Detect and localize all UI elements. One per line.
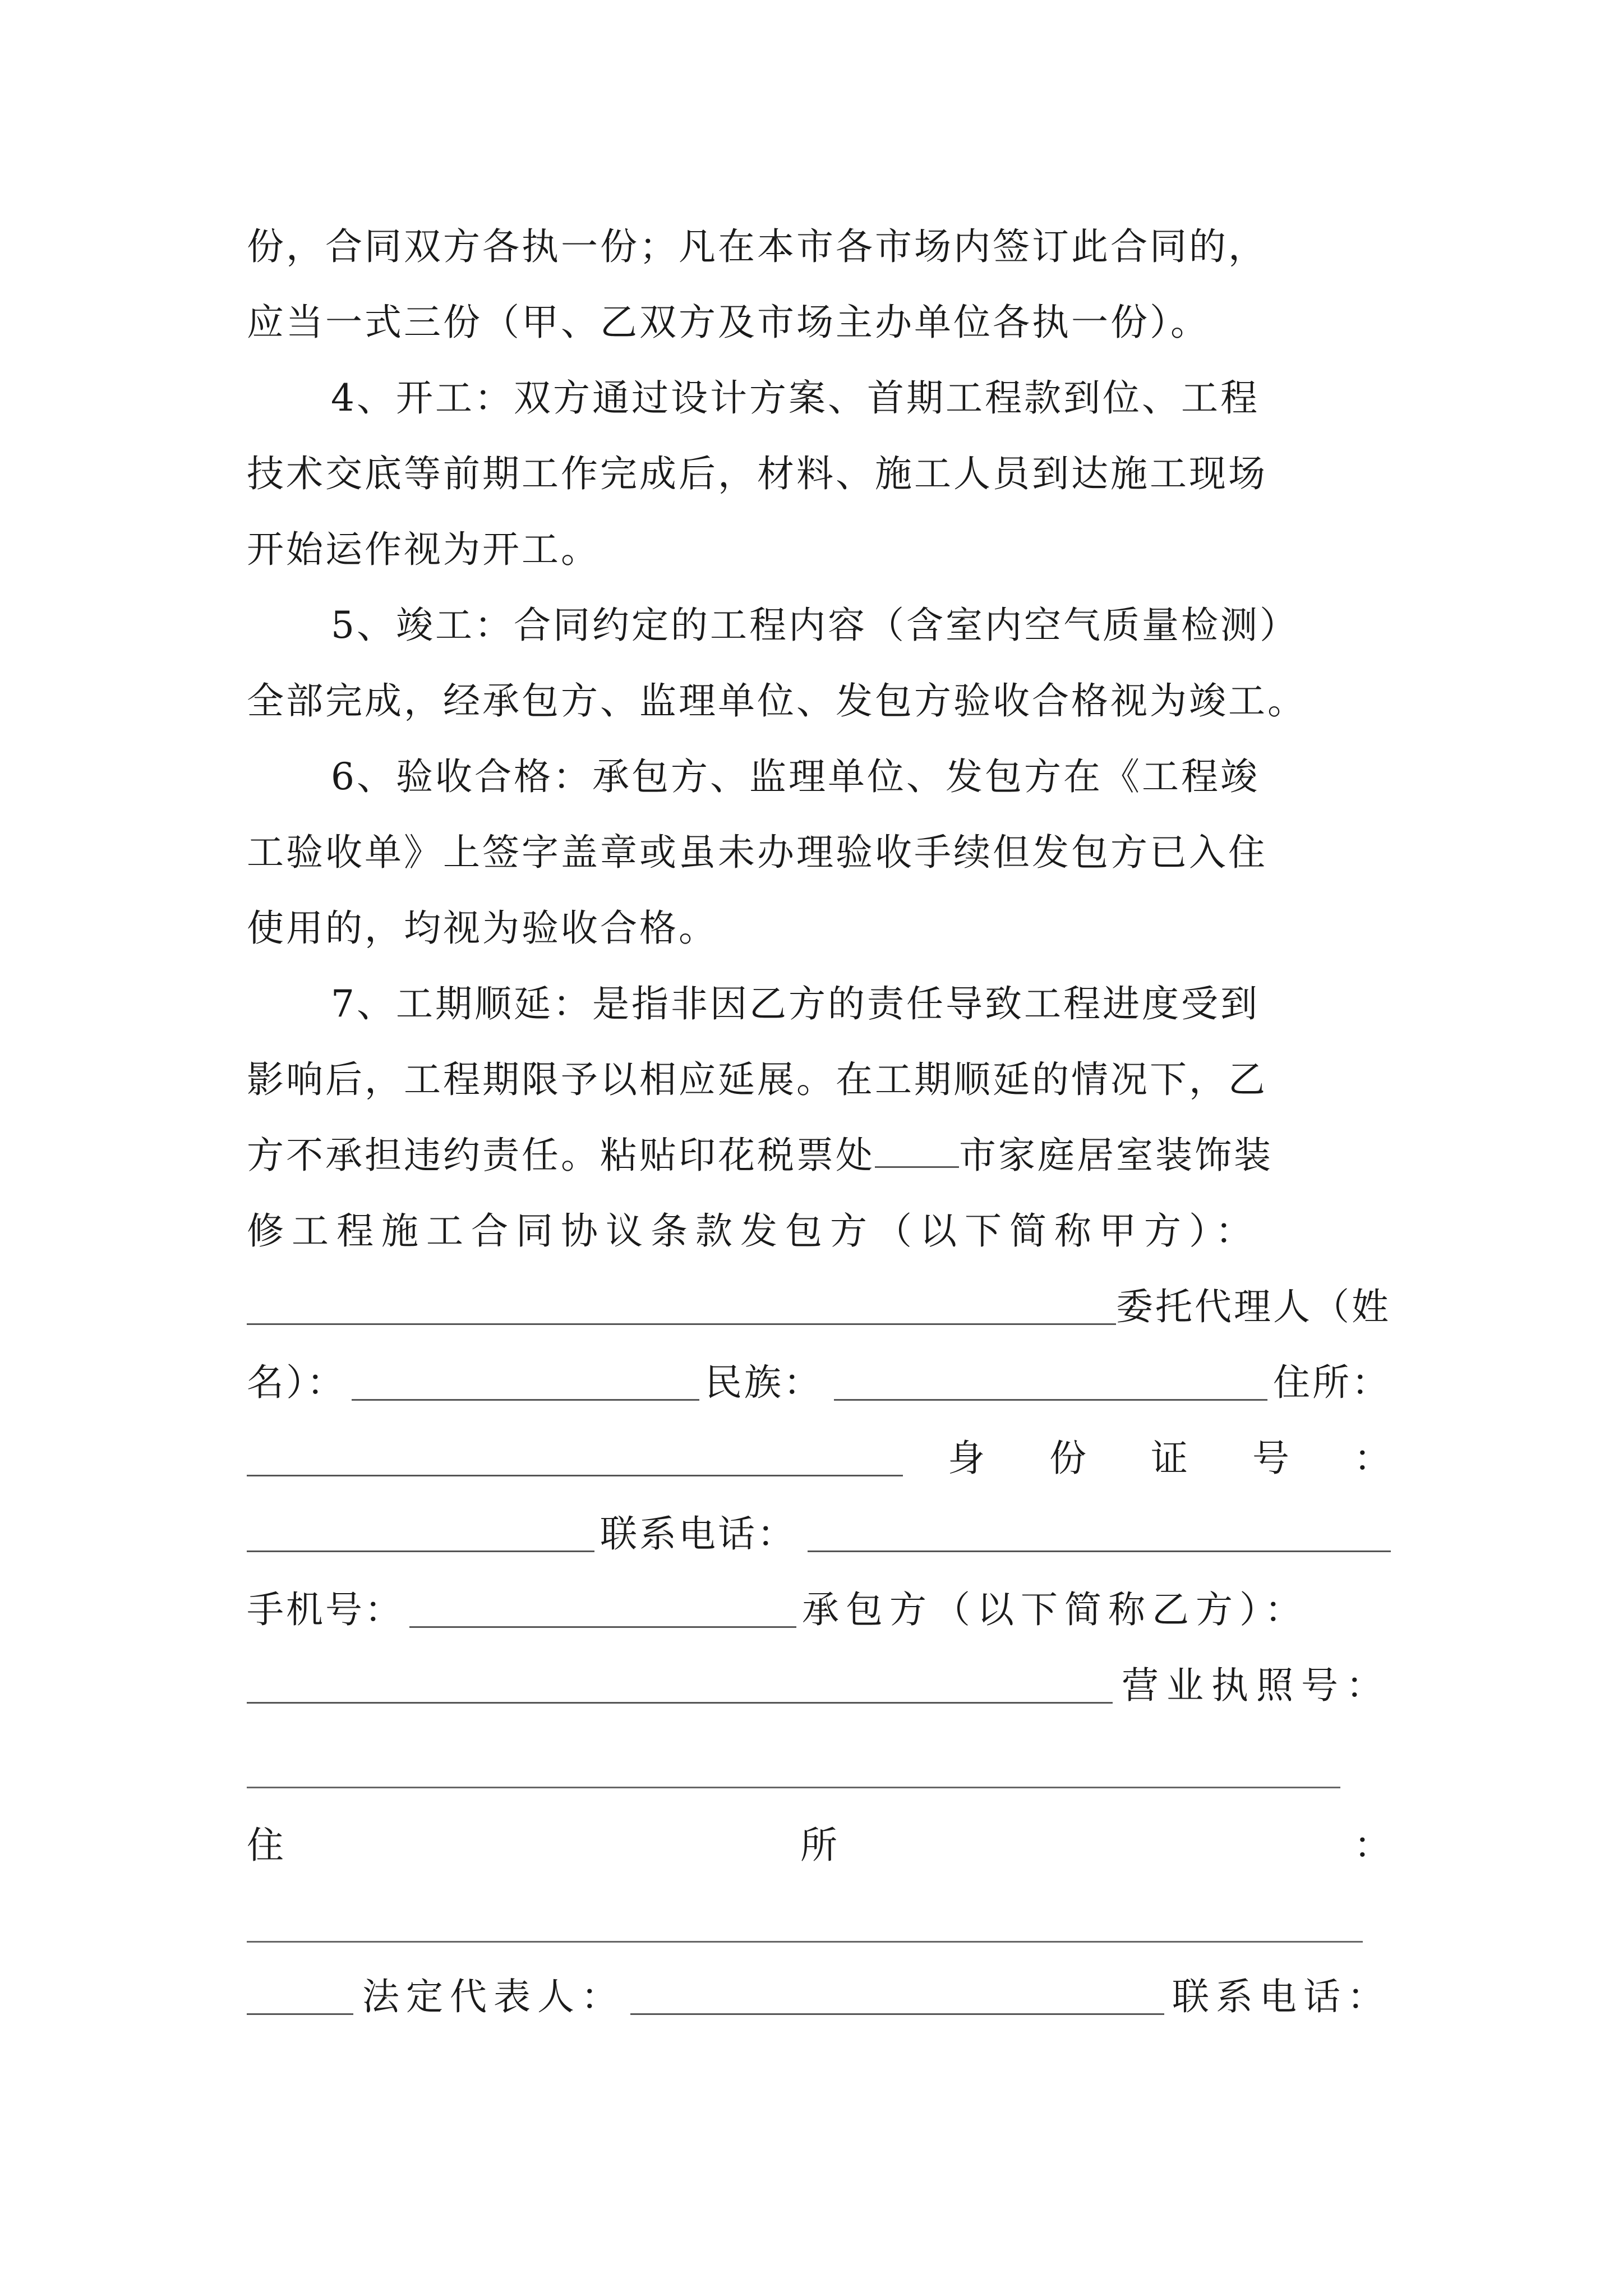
address-label-char: 住	[247, 1824, 284, 1867]
name-blank[interactable]	[352, 1361, 699, 1401]
name-label: 名）：	[247, 1361, 346, 1404]
legal-rep-row	[247, 1969, 1391, 2025]
address-label-char: ：	[1354, 1824, 1391, 1867]
ethnic-label: 民族：	[705, 1361, 823, 1404]
agent-label: 委托代理人（姓	[1116, 1285, 1391, 1328]
text-line: 应当一式三份（甲、乙双方及市场主办单位各执一份）。	[247, 301, 1210, 344]
mobile-blank[interactable]	[409, 1588, 796, 1628]
phone2-label: 联系电话：	[1172, 1975, 1391, 2018]
text-line: 开始运作视为开工。	[247, 528, 600, 571]
text-line: 技术交底等前期工作完成后，材料、施工人员到达施工现场	[247, 452, 1267, 495]
contractor-label: 承包方（以下简称乙方）：	[802, 1588, 1308, 1631]
id-label-char: 身	[948, 1437, 985, 1480]
phone-blank[interactable]	[808, 1512, 1391, 1552]
id-label	[948, 1430, 1391, 1487]
address-label-char: 所	[800, 1824, 837, 1867]
mobile-label: 手机号：	[247, 1588, 404, 1631]
phone-row	[247, 1506, 1391, 1562]
license-label: 营业执照号：	[1122, 1664, 1391, 1707]
phone-label: 联系电话：	[600, 1512, 796, 1556]
clause-6-start: 6、验收合格：承包方、监理单位、发包方在《工程竣	[331, 755, 1260, 798]
id-label-char: 号	[1252, 1437, 1289, 1480]
address-tail-blank[interactable]	[247, 1975, 353, 2015]
text-line: 影响后，工程期限予以相应延展。在工期顺延的情况下，乙	[247, 1058, 1267, 1101]
blank-field[interactable]	[875, 1130, 959, 1168]
party-b-address-label	[247, 1818, 1391, 1874]
party-b-name-blank[interactable]	[247, 1664, 1113, 1704]
license-blank[interactable]	[247, 1787, 1340, 1788]
id-row	[247, 1430, 1391, 1487]
ethnic-blank[interactable]	[834, 1361, 1267, 1401]
text-line: 工验收单》上签字盖章或虽未办理验收手续但发包方已入住	[247, 831, 1267, 874]
text-line: 全部完成，经承包方、监理单位、发包方验收合格视为竣工。	[247, 679, 1307, 723]
agent-row	[247, 1279, 1391, 1335]
clause-5-start: 5、竣工：合同约定的工程内容（含室内空气质量检测）	[331, 604, 1299, 647]
id-label-char: ：	[1354, 1437, 1391, 1480]
text-line: 份，合同双方各执一份；凡在本市各市场内签订此合同的，	[247, 225, 1267, 268]
address-blank[interactable]	[247, 1437, 903, 1476]
party-a-name-blank[interactable]	[247, 1285, 1116, 1325]
mobile-row	[247, 1582, 1391, 1638]
text-segment: 方不承担违约责任。粘贴印花税票处	[247, 1134, 875, 1177]
text-line: 修工程施工合同协议条款发包方（以下简称甲方）：	[247, 1209, 1260, 1253]
id-label-char: 证	[1151, 1437, 1188, 1480]
clause-4-start: 4、开工：双方通过设计方案、首期工程款到位、工程	[331, 376, 1260, 420]
text-segment: 市家庭居室装饰装	[959, 1134, 1273, 1177]
legal-rep-label: 法定代表人：	[362, 1975, 625, 2018]
license-row	[247, 1658, 1391, 1714]
address-label: 住所：	[1273, 1361, 1391, 1404]
party-b-address-blank[interactable]	[247, 1941, 1363, 1943]
id-label-char: 份	[1049, 1437, 1086, 1480]
id-blank[interactable]	[247, 1512, 594, 1552]
text-line	[247, 1128, 1391, 1184]
legal-rep-blank[interactable]	[630, 1975, 1164, 2015]
clause-7-start: 7、工期顺延：是指非因乙方的责任导致工程进度受到	[331, 982, 1260, 1025]
agent-details-row	[247, 1355, 1391, 1411]
text-line: 使用的，均视为验收合格。	[247, 907, 718, 950]
